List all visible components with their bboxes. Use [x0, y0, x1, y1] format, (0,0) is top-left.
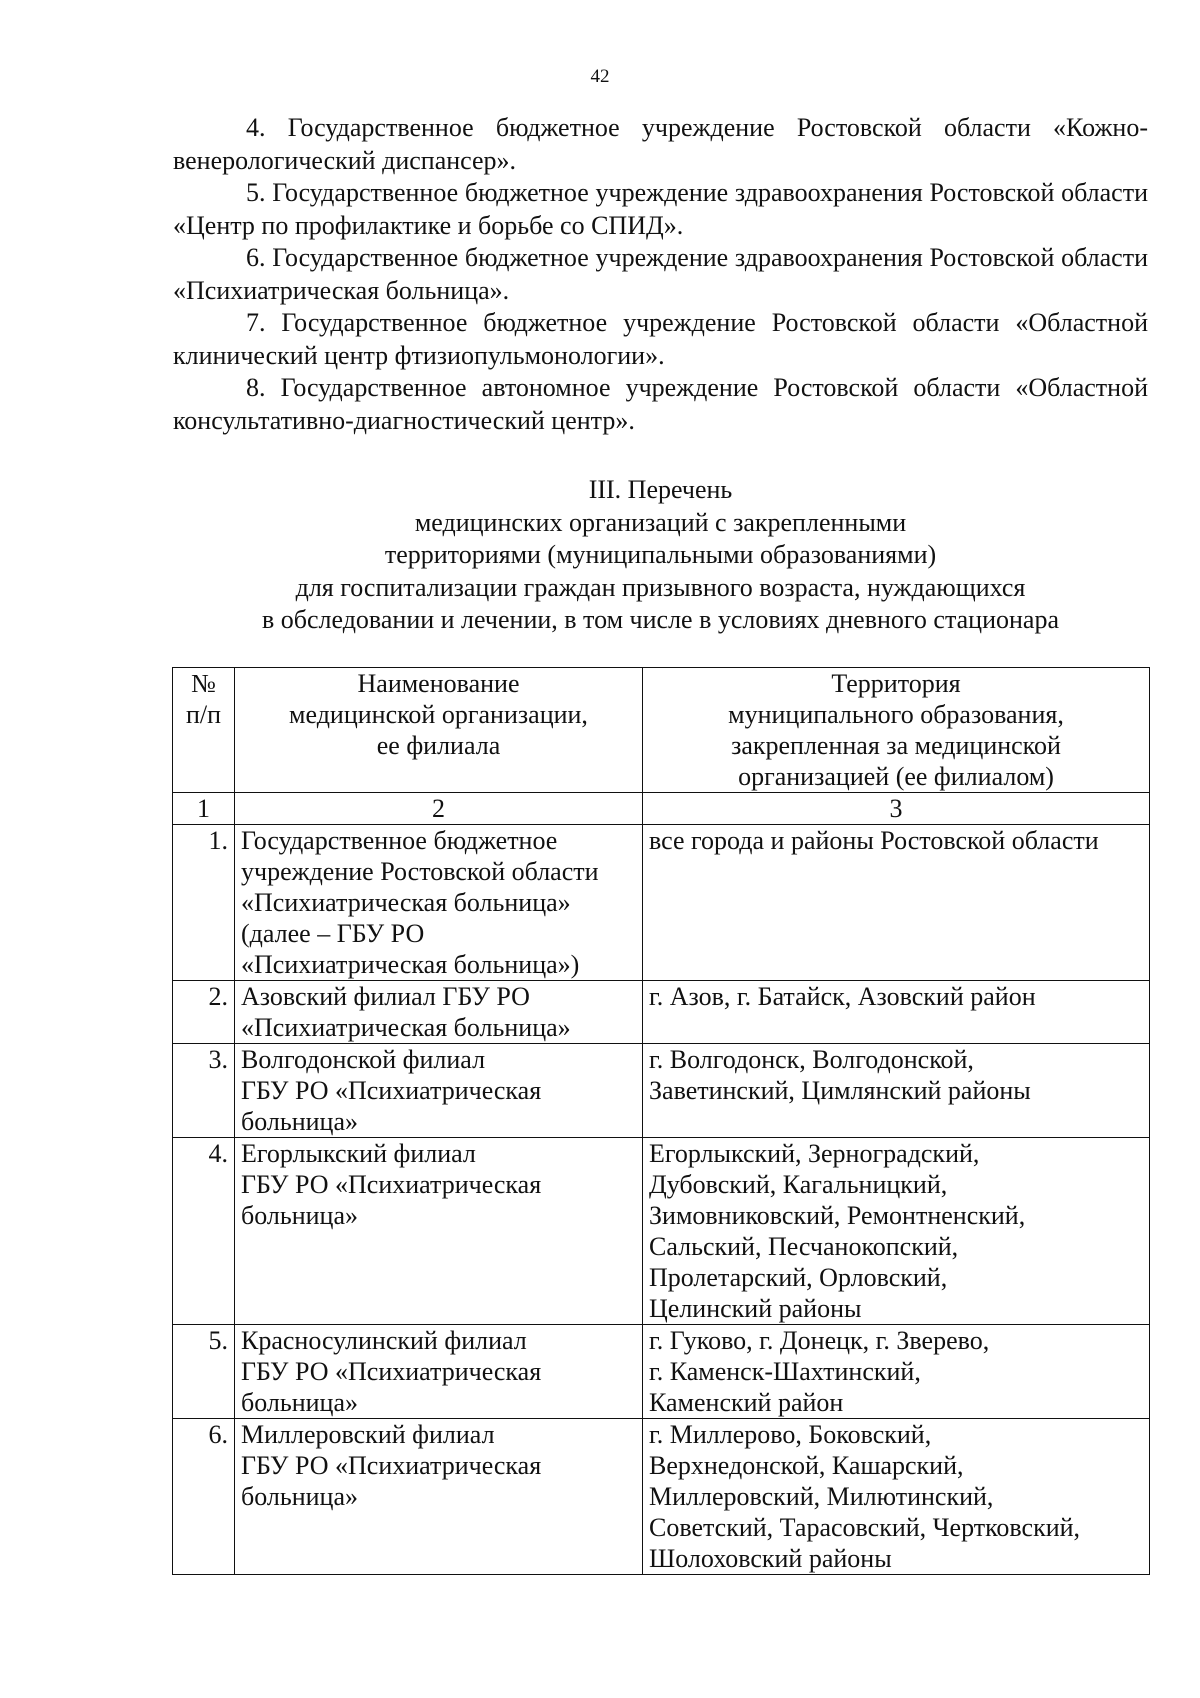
- organization-name-line: Егорлыкский филиал: [241, 1139, 476, 1168]
- paragraph: 5. Государственное бюджетное учреждение здравоохранения Ростовской области «Центр по профилактике и борьбе со СПИД».: [173, 178, 1148, 240]
- row-number: 5.: [173, 1325, 235, 1419]
- territory-line: г. Волгодонск, Волгодонской,: [649, 1045, 974, 1074]
- territory-line: Заветинский, Цимлянский районы: [649, 1076, 1031, 1105]
- organization-name-line: больница»: [241, 1201, 358, 1230]
- row-number: 2.: [173, 981, 235, 1044]
- header-line: ее филиала: [376, 731, 501, 760]
- organization-name: [235, 1138, 643, 1325]
- organization-name-line: «Психиатрическая больница»: [241, 1013, 571, 1042]
- table-header-row: [173, 668, 1150, 793]
- organization-name-line: ГБУ РО «Психиатрическая: [241, 1076, 542, 1105]
- column-number: 3: [643, 793, 1150, 825]
- row-number: 1.: [173, 825, 235, 981]
- header-name: [235, 668, 643, 793]
- section-title-line: III. Перечень: [588, 475, 733, 504]
- territory: [643, 981, 1150, 1044]
- territory-line: Верхнедонской, Кашарский,: [649, 1451, 964, 1480]
- header-line: медицинской организации,: [289, 700, 588, 729]
- territory: [643, 1044, 1150, 1138]
- organization-name: [235, 981, 643, 1044]
- organization-name-line: Миллеровский филиал: [241, 1420, 495, 1449]
- territory: [643, 1138, 1150, 1325]
- territory-line: Миллеровский, Милютинский,: [649, 1482, 994, 1511]
- territory-line: г. Гуково, г. Донецк, г. Зверево,: [649, 1326, 990, 1355]
- organization-name: [235, 1325, 643, 1419]
- organization-name-line: «Психиатрическая больница»): [241, 950, 580, 979]
- territory-line: г. Миллерово, Боковский,: [649, 1420, 932, 1449]
- row-number: 6.: [173, 1419, 235, 1575]
- organization-name-line: Государственное бюджетное: [241, 826, 558, 855]
- organization-name-line: учреждение Ростовской области: [241, 857, 599, 886]
- header-line: №: [191, 669, 216, 698]
- organization-name-line: больница»: [241, 1482, 358, 1511]
- header-line: Территория: [831, 669, 961, 698]
- territory-line: Каменский район: [649, 1388, 844, 1417]
- organization-name-line: больница»: [241, 1107, 358, 1136]
- paragraph: 7. Государственное бюджетное учреждение Ростовской области «Областной клинический центр фтизиопульмонологии».: [173, 308, 1148, 370]
- organization-name-line: Азовский филиал ГБУ РО: [241, 982, 530, 1011]
- paragraph: 4. Государственное бюджетное учреждение Ростовской области «Кожно-венерологический диспансер».: [173, 113, 1148, 175]
- organization-name-line: ГБУ РО «Психиатрическая: [241, 1451, 542, 1480]
- organization-name-line: (далее – ГБУ РО: [241, 919, 425, 948]
- table-row: [173, 1138, 1150, 1325]
- row-number: 3.: [173, 1044, 235, 1138]
- territory: [643, 1419, 1150, 1575]
- territory-line: г. Азов, г. Батайск, Азовский район: [649, 982, 1036, 1011]
- paragraph-list: [173, 112, 1148, 437]
- section-title-line: в обследовании и лечении, в том числе в условиях дневного стационара: [261, 605, 1059, 634]
- territory: [643, 1325, 1150, 1419]
- territory-line: Зимовниковский, Ремонтненский,: [649, 1201, 1026, 1230]
- page-number: 42: [590, 66, 610, 87]
- column-number: 1: [173, 793, 235, 825]
- column-number-row: [173, 793, 1150, 825]
- paragraph: 6. Государственное бюджетное учреждение здравоохранения Ростовской области «Психиатрическая больница».: [173, 243, 1148, 305]
- header-line: Наименование: [357, 669, 520, 698]
- section-title-line: территориями (муниципальными образованиями): [384, 540, 937, 569]
- organization-name-line: ГБУ РО «Психиатрическая: [241, 1170, 542, 1199]
- header-line: муниципального образования,: [728, 700, 1064, 729]
- header-territory: [643, 668, 1150, 793]
- organization-name: [235, 1419, 643, 1575]
- organization-name-line: Красносулинский филиал: [241, 1326, 527, 1355]
- table-row: [173, 981, 1150, 1044]
- territory-line: Пролетарский, Орловский,: [649, 1263, 948, 1292]
- territory-line: Егорлыкский, Зерноградский,: [649, 1139, 980, 1168]
- table-row: [173, 1325, 1150, 1419]
- territory-line: Целинский районы: [649, 1294, 862, 1323]
- organization-name-line: «Психиатрическая больница»: [241, 888, 571, 917]
- territory-line: Шолоховский районы: [649, 1544, 892, 1573]
- organization-name: [235, 825, 643, 981]
- header-line: организацией (ее филиалом): [738, 762, 1054, 791]
- header-num: [173, 668, 235, 793]
- territory-line: Советский, Тарасовский, Чертковский,: [649, 1513, 1081, 1542]
- territory-line: Сальский, Песчанокопский,: [649, 1232, 959, 1261]
- section-title: [173, 474, 1148, 637]
- organization-name-line: Волгодонской филиал: [241, 1045, 486, 1074]
- table-row: [173, 825, 1150, 981]
- organization-name-line: ГБУ РО «Психиатрическая: [241, 1357, 542, 1386]
- territory-line: Дубовский, Кагальницкий,: [649, 1170, 948, 1199]
- header-line: п/п: [185, 700, 222, 729]
- column-number: 2: [235, 793, 643, 825]
- organization-name-line: больница»: [241, 1388, 358, 1417]
- territory-line: все города и районы Ростовской области: [649, 826, 1099, 855]
- organizations-table: [172, 667, 1150, 1575]
- row-number: 4.: [173, 1138, 235, 1325]
- table-row: [173, 1419, 1150, 1575]
- section-title-line: для госпитализации граждан призывного возраста, нуждающихся: [295, 572, 1026, 602]
- paragraph: 8. Государственное автономное учреждение Ростовской области «Областной консультативно-диагностический центр».: [173, 373, 1148, 435]
- table-row: [173, 1044, 1150, 1138]
- section-title-line: медицинских организаций с закрепленными: [414, 507, 907, 537]
- header-line: закрепленная за медицинской: [731, 731, 1061, 760]
- territory-line: г. Каменск-Шахтинский,: [649, 1357, 921, 1386]
- territory: [643, 825, 1150, 981]
- organization-name: [235, 1044, 643, 1138]
